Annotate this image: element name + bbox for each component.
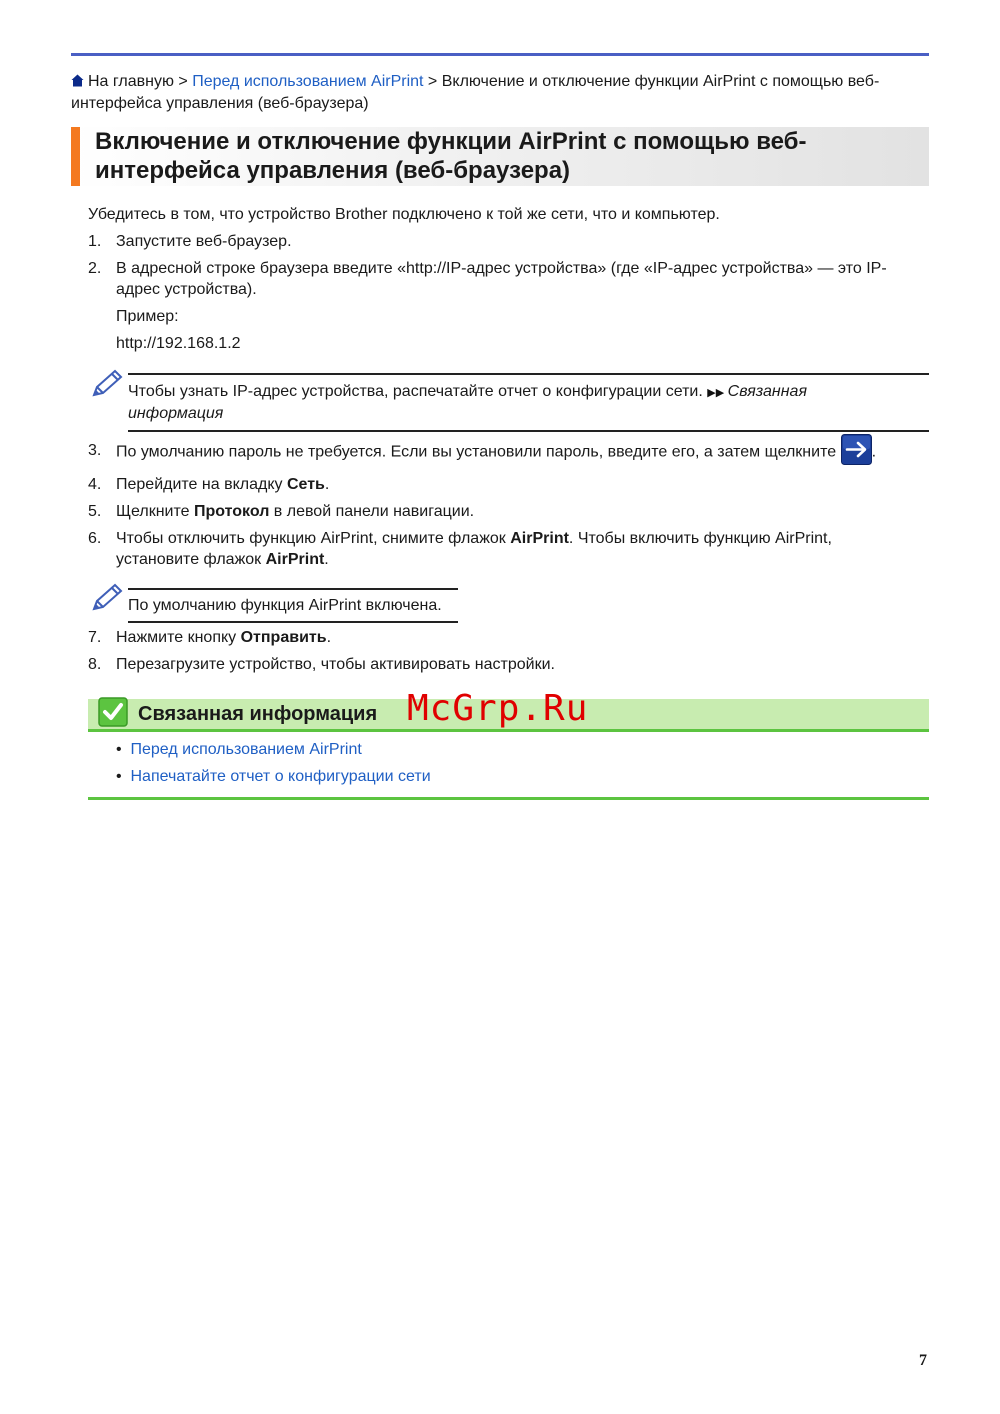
page-title-block xyxy=(71,127,929,186)
note-airprint-default xyxy=(128,588,458,623)
breadcrumb-separator: > xyxy=(173,73,193,90)
submit-arrow-icon xyxy=(841,434,872,465)
related-info-bottom-rule xyxy=(88,797,929,800)
pencil-note-icon xyxy=(90,583,124,613)
airprint-checkbox-label: AirPrint xyxy=(510,530,569,547)
list-item xyxy=(116,739,362,760)
pencil-note-icon xyxy=(90,369,124,399)
breadcrumb-separator: > xyxy=(423,73,442,90)
checkmark-icon xyxy=(98,697,128,727)
related-info-link[interactable]: информация xyxy=(128,405,224,422)
bullet-icon: • xyxy=(116,768,131,785)
step-number: 6. xyxy=(88,530,102,547)
example-value: http://192.168.1.2 xyxy=(116,335,241,352)
related-info-link[interactable]: Связанная xyxy=(727,383,807,400)
step-5-post: в левой панели навигации. xyxy=(269,503,475,520)
airprint-checkbox-label: AirPrint xyxy=(265,551,325,568)
step-3-content: По умолчанию пароль не требуется. Если вы установили пароль, введите его, а затем щелкните xyxy=(116,443,837,461)
step-7-post: . xyxy=(326,629,332,646)
step-7-text xyxy=(116,627,331,648)
step-8-text: Перезагрузите устройство, чтобы активировать настройки. xyxy=(116,656,555,673)
step-2-text xyxy=(116,258,931,300)
step-number: 5. xyxy=(88,503,102,520)
note-ip-address xyxy=(128,373,929,432)
related-link-print-network-report[interactable]: Напечатайте отчет о конфигурации сети xyxy=(130,768,431,785)
step-6-text xyxy=(116,528,931,570)
step-4-text xyxy=(116,474,329,495)
breadcrumb-current: Включение и отключение функции AirPrint с помощью веб-интерфейса управления (веб-браузера) xyxy=(71,73,880,112)
breadcrumb-home[interactable]: На главную xyxy=(88,73,174,90)
step-number: 4. xyxy=(88,476,102,493)
step-3-text xyxy=(116,440,931,465)
step-4-pre: Перейдите на вкладку xyxy=(116,476,287,493)
related-link-before-airprint[interactable]: Перед использованием AirPrint xyxy=(130,741,362,758)
note-text: По умолчанию функция AirPrint включена. xyxy=(128,597,442,614)
breadcrumb-link[interactable]: Перед использованием AirPrint xyxy=(192,73,424,90)
list-item xyxy=(116,766,431,787)
top-rule xyxy=(71,53,929,56)
submit-button-label: Отправить xyxy=(240,629,327,646)
note-text: Чтобы узнать IP-адрес устройства, распечатайте отчет о конфигурации сети. xyxy=(128,383,708,400)
intro-text: Убедитесь в том, что устройство Brother подключено к той же сети, что и компьютер. xyxy=(88,206,720,223)
step-number: 7. xyxy=(88,629,102,646)
page-title-line2: интерфейса управления (веб-браузера) xyxy=(95,157,571,184)
home-icon[interactable] xyxy=(71,72,84,93)
network-tab-label: Сеть xyxy=(286,476,325,493)
step-6-line2-post: . xyxy=(324,551,329,568)
bullet-icon: • xyxy=(116,741,131,758)
step-2-line1: В адресной строке браузера введите «http://IP-адрес устройства» (где «IP-адрес устройства» — это IP- xyxy=(116,260,887,277)
watermark: McGrp.Ru xyxy=(407,688,589,729)
step-7-pre: Нажмите кнопку xyxy=(116,629,241,646)
related-info-title: Связанная информация xyxy=(138,703,378,725)
step-3-tail: . xyxy=(871,443,877,461)
page-number: 7 xyxy=(919,1352,927,1369)
example-label: Пример: xyxy=(116,308,179,325)
step-4-post: . xyxy=(324,476,330,493)
step-number: 2. xyxy=(88,260,102,277)
protocol-label: Протокол xyxy=(193,503,270,520)
step-number: 8. xyxy=(88,656,102,673)
step-1-text: Запустите веб-браузер. xyxy=(116,233,292,250)
page-title xyxy=(95,127,895,185)
step-6-pre: Чтобы отключить функцию AirPrint, снимите флажок xyxy=(116,530,511,547)
step-2-line2: адрес устройства). xyxy=(116,281,257,298)
title-accent-bar xyxy=(71,127,80,186)
step-number: 1. xyxy=(88,233,102,250)
step-6-line2-pre: установите флажок xyxy=(116,551,266,568)
step-5-pre: Щелкните xyxy=(116,503,194,520)
page-title-line1: Включение и отключение функции AirPrint с помощью веб- xyxy=(95,128,807,155)
step-6-mid: . Чтобы включить функцию AirPrint, xyxy=(568,530,832,547)
step-number: 3. xyxy=(88,442,102,459)
double-arrow-icon: ▶▶ xyxy=(707,386,728,399)
breadcrumb xyxy=(71,71,929,114)
step-5-text xyxy=(116,501,474,522)
